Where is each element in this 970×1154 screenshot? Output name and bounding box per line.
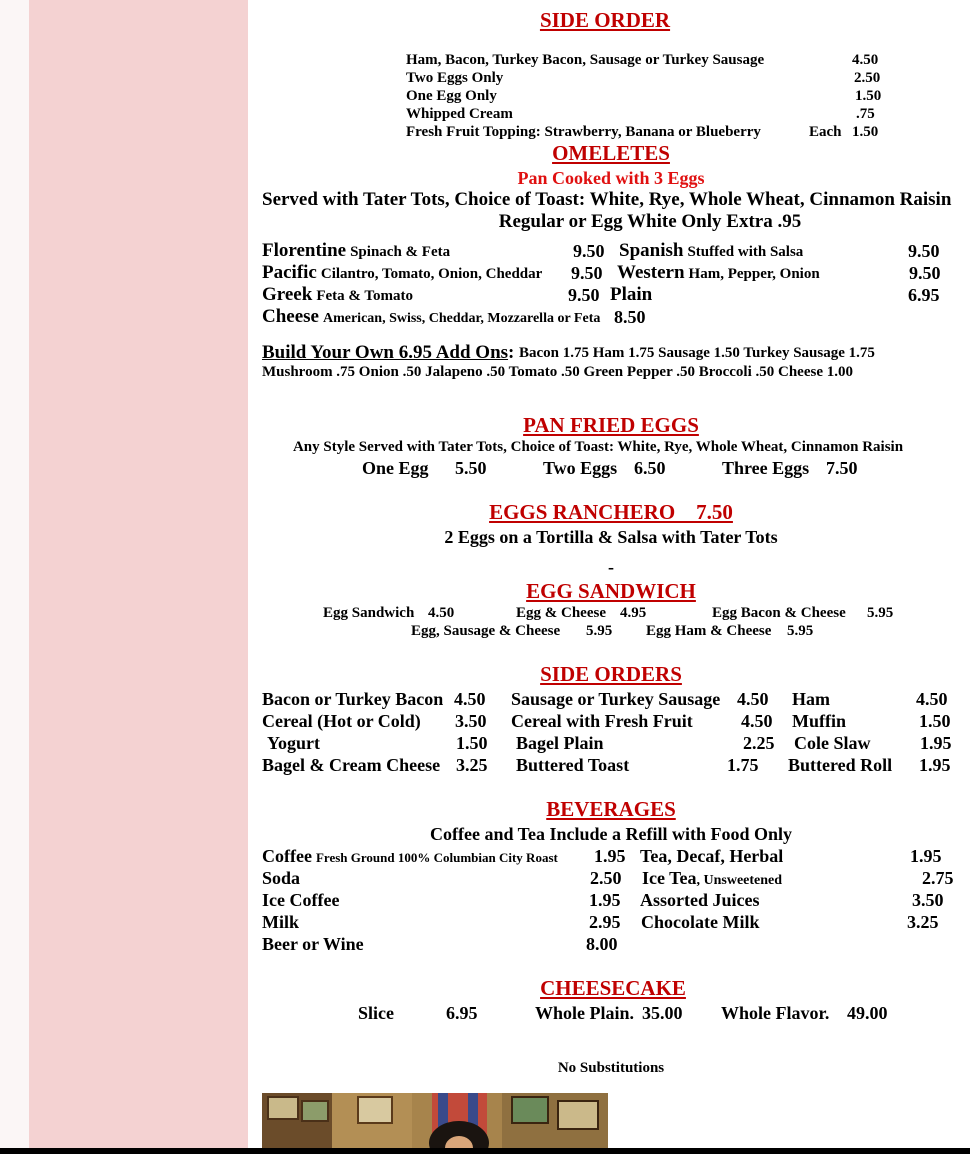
side-order-item-name: Two Eggs Only — [406, 70, 504, 86]
side-orders-item: Buttered Toast — [516, 755, 630, 775]
no-substitutions-note: No Substitutions — [557, 1060, 665, 1076]
beverage-name: Ice Tea — [642, 868, 697, 888]
omelete-item — [617, 263, 820, 282]
beverage-price: 1.95 — [910, 846, 942, 866]
omelete-price: 6.95 — [908, 285, 940, 305]
beverage-name: Coffee — [262, 846, 312, 866]
side-orders-price: 1.95 — [919, 755, 951, 775]
side-orders-item: Yogurt — [267, 733, 320, 753]
egg-sandwich-item: Egg & Cheese — [516, 605, 606, 621]
omelete-item — [262, 307, 600, 326]
omelete-name: Florentine — [262, 240, 347, 261]
omelete-desc: Spinach & Feta — [350, 244, 451, 260]
egg-sandwich-item: Egg Bacon & Cheese — [712, 605, 846, 621]
beverage-price: 2.50 — [590, 868, 622, 888]
pan-fried-price: 5.50 — [455, 458, 487, 478]
side-orders-price: 4.50 — [916, 689, 948, 709]
side-orders-price: 1.95 — [920, 733, 952, 753]
pan-fried-price: 6.50 — [634, 458, 666, 478]
cheesecake-item: Whole Flavor. — [721, 1003, 830, 1023]
bottom-black-bar — [0, 1148, 970, 1154]
beverages-subheading: Coffee and Tea Include a Refill with Food Only — [429, 824, 793, 844]
side-order-item-price: 4.50 — [852, 52, 879, 68]
omeletes-subheading: Pan Cooked with 3 Eggs — [517, 168, 705, 188]
menu-content — [248, 0, 970, 1148]
omelete-item — [262, 263, 542, 282]
side-order-item-price: .75 — [856, 106, 875, 122]
beverage-name: Soda — [262, 868, 301, 888]
omelete-price: 9.50 — [568, 285, 600, 305]
beverage-price: 3.25 — [907, 912, 939, 932]
beverage-name: Ice Coffee — [262, 890, 340, 910]
build-your-own-colon: : — [508, 342, 515, 363]
side-orders-price: 1.50 — [919, 711, 951, 731]
side-orders-price: 4.50 — [737, 689, 769, 709]
pan-fried-price: 7.50 — [826, 458, 858, 478]
beverage-price: 1.95 — [594, 846, 626, 866]
egg-sandwich-item: Egg Ham & Cheese — [646, 623, 772, 639]
omelete-desc: Stuffed with Salsa — [687, 244, 804, 260]
side-order-item-price: 1.50 — [852, 124, 879, 140]
side-orders-item: Cole Slaw — [794, 733, 871, 753]
egg-sandwich-price: 4.95 — [620, 605, 647, 621]
egg-sandwich-heading: EGG SANDWICH — [526, 579, 696, 603]
beverage-name: Chocolate Milk — [641, 912, 760, 932]
beverage-name: Milk — [262, 912, 300, 932]
side-orders-item: Cereal with Fresh Fruit — [511, 711, 693, 731]
side-order-item-name: Whipped Cream — [406, 106, 513, 122]
side-orders-item: Sausage or Turkey Sausage — [511, 689, 721, 709]
beverage-desc: Fresh Ground 100% Columbian City Roast — [315, 850, 558, 865]
side-orders-item: Buttered Roll — [788, 755, 893, 775]
cheesecake-price: 6.95 — [446, 1003, 478, 1023]
build-your-own — [262, 343, 514, 362]
beverages-heading: BEVERAGES — [546, 797, 676, 821]
egg-sandwich-price: 5.95 — [787, 623, 814, 639]
pan-fried-item: One Egg — [362, 458, 429, 478]
pan-fried-item: Two Eggs — [543, 458, 618, 478]
omelete-item — [619, 241, 803, 260]
pan-fried-item: Three Eggs — [722, 458, 810, 478]
side-order-each-label: Each — [809, 124, 842, 140]
omelete-desc: American, Swiss, Cheddar, Mozzarella or Feta — [322, 311, 601, 326]
eggs-ranchero-desc: 2 Eggs on a Tortilla & Salsa with Tater Tots — [444, 527, 778, 547]
omelete-item — [262, 241, 450, 260]
left-margin-band — [0, 0, 29, 1154]
side-orders-item: Cereal (Hot or Cold) — [262, 711, 421, 731]
side-order-item-price: 1.50 — [855, 88, 882, 104]
side-orders-heading: SIDE ORDERS — [540, 662, 682, 686]
egg-sandwich-price: 5.95 — [586, 623, 613, 639]
side-orders-price: 3.25 — [456, 755, 488, 775]
side-orders-price: 4.50 — [741, 711, 773, 731]
omelete-price: 9.50 — [571, 263, 603, 283]
addons-line: Bacon 1.75 Ham 1.75 Sausage 1.50 Turkey Sausage 1.75 — [519, 345, 875, 361]
separator-dash: - — [608, 557, 614, 577]
omeletes-egg-white-note: Regular or Egg White Only Extra .95 — [498, 211, 802, 232]
side-orders-price: 4.50 — [454, 689, 486, 709]
omelete-price: 9.50 — [909, 263, 941, 283]
side-orders-price: 1.50 — [456, 733, 488, 753]
omelete-name: Plain — [610, 284, 653, 305]
omeletes-served-with: Served with Tater Tots, Choice of Toast: White, Rye, Whole Wheat, Cinnamon Raisin — [262, 189, 952, 210]
cheesecake-price: 49.00 — [847, 1003, 888, 1023]
beverage-name: Beer or Wine — [262, 934, 364, 954]
omelete-name: Spanish — [619, 240, 684, 261]
eggs-ranchero-heading: EGGS RANCHERO 7.50 — [489, 500, 733, 524]
cheesecake-item: Slice — [358, 1003, 394, 1023]
side-order-item-price: 2.50 — [854, 70, 881, 86]
left-sidebar — [29, 0, 248, 1154]
beverage-item — [642, 869, 782, 888]
omelete-name: Greek — [262, 284, 313, 305]
omelete-desc: Cilantro, Tomato, Onion, Cheddar — [320, 266, 543, 282]
side-orders-price: 3.50 — [455, 711, 487, 731]
pan-fried-eggs-desc: Any Style Served with Tater Tots, Choice of Toast: White, Rye, Whole Wheat, Cinnamon Raisin — [292, 439, 904, 455]
omelete-name: Western — [617, 262, 685, 283]
egg-sandwich-item: Egg, Sausage & Cheese — [411, 623, 561, 639]
omelete-price: 9.50 — [573, 241, 605, 261]
restaurant-photo — [262, 1093, 608, 1148]
side-orders-item: Bacon or Turkey Bacon — [262, 689, 444, 709]
side-orders-price: 1.75 — [727, 755, 759, 775]
side-orders-item: Muffin — [792, 711, 846, 731]
side-order-item-name: Fresh Fruit Topping: Strawberry, Banana or Blueberry — [406, 124, 761, 140]
omelete-desc: Feta & Tomato — [316, 288, 413, 304]
side-orders-price: 2.25 — [743, 733, 775, 753]
side-orders-item: Ham — [792, 689, 830, 709]
omelete-name: Pacific — [262, 262, 317, 283]
pan-fried-eggs-heading: PAN FRIED EGGS — [523, 413, 699, 437]
omeletes-heading: OMELETES — [552, 141, 670, 165]
build-your-own-title: Build Your Own 6.95 Add Ons — [262, 342, 509, 363]
egg-sandwich-price: 4.50 — [428, 605, 455, 621]
cheesecake-item: Whole Plain. — [535, 1003, 635, 1023]
egg-sandwich-price: 5.95 — [867, 605, 894, 621]
side-order-heading: SIDE ORDER — [539, 8, 671, 32]
beverage-price: 3.50 — [912, 890, 944, 910]
omelete-item — [262, 285, 413, 304]
beverage-price: 2.75 — [922, 868, 954, 888]
omelete-price: 8.50 — [614, 307, 646, 327]
beverage-price: 2.95 — [589, 912, 621, 932]
cheesecake-heading: CHEESECAKE — [540, 976, 686, 1000]
side-orders-item: Bagel Plain — [516, 733, 604, 753]
omelete-price: 9.50 — [908, 241, 940, 261]
beverage-price: 1.95 — [589, 890, 621, 910]
beverage-name: Assorted Juices — [640, 890, 760, 910]
beverage-name: Tea, Decaf, Herbal — [640, 846, 784, 866]
beverage-desc: , Unsweetened — [696, 873, 783, 888]
beverage-item — [262, 847, 558, 866]
cheesecake-price: 35.00 — [642, 1003, 683, 1023]
omelete-desc: Ham, Pepper, Onion — [688, 266, 820, 282]
addons-line: Mushroom .75 Onion .50 Jalapeno .50 Tomato .50 Green Pepper .50 Broccoli .50 Cheese 1.00 — [262, 364, 853, 380]
omelete-name: Cheese — [262, 306, 319, 327]
beverage-price: 8.00 — [586, 934, 618, 954]
side-orders-item: Bagel & Cream Cheese — [262, 755, 441, 775]
restaurant-photo-image — [262, 1093, 608, 1148]
side-order-item-name: Ham, Bacon, Turkey Bacon, Sausage or Turkey Sausage — [406, 52, 765, 68]
side-order-item-name: One Egg Only — [406, 88, 497, 104]
egg-sandwich-item: Egg Sandwich — [323, 605, 415, 621]
